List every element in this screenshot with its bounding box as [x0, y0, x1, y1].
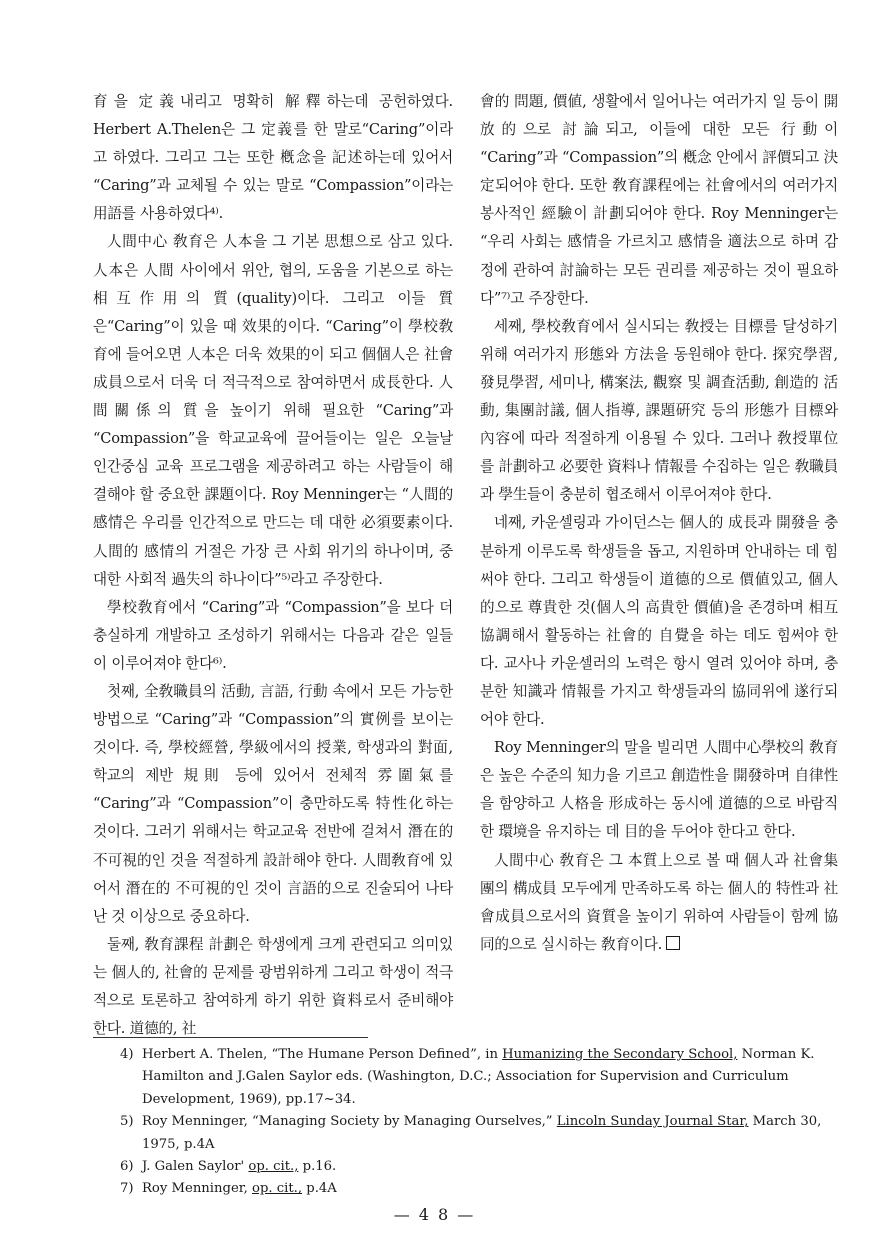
paragraph: 네째, 카운셀링과 가이던스는 個人的 成長과 開發을 충분하게 이루도록 학생들을 돕고, 지원하며 안내하는 데 힘써야 한다. 그리고 학생들이 道德的으로 價値있고, 個人的으로 尊貴한 것(個人의 高貴한 價値)을 존경하며 相互協調해서 활동하는 社會的 自覺을 하는 데도 힘써야 한다. 교사나 카운셀러의 노력은 항시 열려 있어야 하며, 충분한 知識과 情報를 가지고 학생들과의 協同위에 遂行되어야 한다. — [480, 514, 838, 729]
end-of-article-mark — [666, 936, 680, 950]
footnote-text: March 30, 1975, p.4A — [142, 1114, 822, 1152]
paragraph: 學校敎育에서 “Caring”과 “Compassion”을 보다 더 충실하게 개발하고 조성하기 위해서는 다음과 같은 일들이 이루어져야 한다⁶⁾. — [93, 598, 453, 672]
footnote-number: 7) — [120, 1181, 134, 1197]
footnote-source-title: op. cit., — [252, 1181, 303, 1197]
footnote-text: Roy Menninger, — [142, 1181, 252, 1197]
footnote-text: Roy Menninger, “Managing Society by Managing Ourselves,” — [142, 1114, 557, 1130]
footnote-divider — [93, 1037, 368, 1038]
footnote-text: p.4A — [302, 1181, 337, 1197]
paragraph: 첫째, 全敎職員의 活動, 言語, 行動 속에서 모든 가능한 방법으로 “Caring”과 “Compassion”의 實例를 보이는 것이다. 즉, 學校經營, 學級에서의 授業, 학생과의 對面, 학교의 제반 規則 등에 있어서 전체적 雰圍氣를 “Caring”과 “Compassion”이 충만하도록 特性化하는 것이다. 그러기 위해서는 학교교육 전반에 걸쳐서 潛在的 不可視的인 것을 적절하게 設計해야 한다. 人間敎育에 있어서 潛在的 不可視的인 것이 言語的으로 진술되어 나타난 것 이상으로 중요하다. — [93, 682, 453, 925]
footnote-number: 5) — [120, 1114, 134, 1130]
footnotes — [120, 1044, 840, 1201]
footnote-source-title: Lincoln Sunday Journal Star, — [556, 1114, 749, 1130]
paragraph: 둘째, 敎育課程 計劃은 학생에게 크게 관련되고 의미있는 個人的, 社會的 문제를 광범위하게 그리고 학생이 적극적으로 토론하고 참여하게 하기 위한 資料로서 준비해야 한다. 道德的, 社 — [93, 935, 453, 1038]
footnote-text: p.16. — [298, 1159, 337, 1175]
paragraph-final-text: 人間中心 敎育은 그 本質上으로 볼 때 個人과 社會集團의 構成員 모두에게 만족하도록 하는 個人的 特性과 社會成員으로서의 資質을 높이기 위하여 사람들이 함께 協同的으로 실시하는 敎育이다. — [480, 851, 838, 953]
left-column — [93, 88, 453, 1043]
footnote-number: 6) — [120, 1159, 134, 1175]
footnote-text: Norman K. Hamilton and J.Galen Saylor eds. (Washington, D.C.; Association for Supervision and Curriculum Development, 1969), pp.17~34. — [142, 1047, 815, 1107]
paragraph: 會的 問題, 價値, 생활에서 일어나는 여러가지 일 등이 開放的으로 討論되고, 이들에 대한 모든 行動이 “Caring”과 “Compassion”의 槪念 안에서 評價되고 決定되어야 한다. 또한 敎育課程에는 社會에서의 여러가지 봉사적인 經驗이 計劃되어야 한다. Roy Menninger는 “우리 사회는 感情을 가르치고 感情을 適法으로 하며 감정에 관하여 討論하는 모든 권리를 제공하는 것이 필요하다”⁷⁾고 주장한다. — [480, 93, 838, 307]
paragraph-final — [480, 847, 838, 959]
paragraph: 育을 定義내리고 명확히 解釋하는데 공헌하였다. Herbert A.Thelen은 그 定義를 한 말로“Caring”이라고 하였다. 그리고 그는 또한 槪念을 記述하는데 있어서 “Caring”과 교체될 수 있는 말로 “Compassion”이라는 用語를 사용하였다⁴⁾. — [93, 93, 453, 223]
paragraph: 人間中心 敎育은 人本을 그 기본 思想으로 삼고 있다. 人本은 人間 사이에서 위안, 협의, 도움을 기본으로 하는 相互作用의 質(quality)이다. 그리고 이들 質은“Caring”이 있을 때 效果的이다. “Caring”이 學校敎育에 들어오면 人本은 더욱 效果的이 되고 個個人은 社會成員으로서 더욱 더 적극적으로 참여하면서 成長한다. 人間關係의 質을 높이기 위해 필요한 “Caring”과 “Compassion”을 학교교육에 끌어들이는 일은 오늘날 인간중심 교육 프로그램을 제공하려고 하는 사람들이 해결해야 할 중요한 課題이다. Roy Menninger는 “人間的 感情은 우리를 인간적으로 만드는 데 대한 必須要素이다. 人間的 感情의 거절은 가장 큰 사회 위기의 하나이며, 중대한 사회적 過失의 하나이다”⁵⁾라고 주장한다. — [93, 233, 453, 588]
footnote-7 — [120, 1178, 840, 1200]
page-number: — 4 8 — — [393, 1205, 476, 1224]
right-column — [480, 88, 838, 959]
paragraph: Roy Menninger의 말을 빌리면 人間中心學校의 敎育은 높은 수준의 知力을 기르고 創造性을 開發하며 自律性을 함양하고 人格을 形成하는 동시에 道德的으로 바람직한 環境을 유지하는 데 目的을 두어야 한다고 한다. — [480, 739, 838, 841]
paragraph: 세째, 學校敎育에서 실시되는 敎授는 目標를 달성하기 위해 여러가지 形態와 方法을 동원해야 한다. 探究學習, 發見學習, 세미나, 構案法, 觀察 및 調査活動, 創造的 活動, 集團討議, 個人指導, 課題硏究 등의 形態가 目標와 內容에 따라 적절하게 이용될 수 있다. 그러나 敎授單位를 計劃하고 必要한 資料나 情報를 수집하는 일은 敎職員과 學生들이 충분히 협조해서 이루어져야 한다. — [480, 317, 838, 504]
footnote-source-title: op. cit., — [248, 1159, 299, 1175]
footnote-text: J. Galen Saylor' — [142, 1159, 249, 1175]
footnote-text: Herbert A. Thelen, “The Humane Person Defined”, in — [142, 1047, 503, 1062]
footnote-6 — [120, 1156, 840, 1178]
footnote-5 — [120, 1111, 840, 1156]
footnote-4 — [120, 1044, 840, 1111]
footnote-number: 4) — [120, 1047, 134, 1062]
footnote-source-title: Humanizing the Secondary School, — [502, 1047, 738, 1062]
